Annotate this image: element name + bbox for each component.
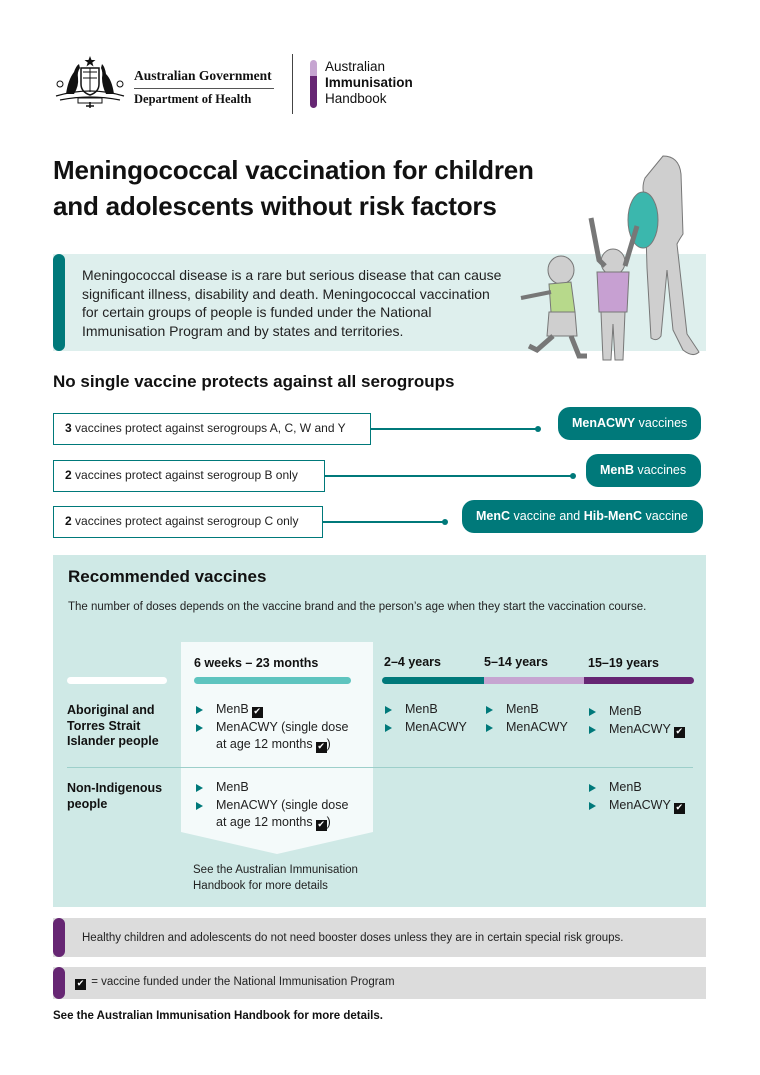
recommended-vaccines-panel xyxy=(53,555,706,907)
bullet-triangle-icon xyxy=(486,724,493,732)
age-bar-5-14y xyxy=(484,677,586,684)
aboriginal-5-14y-vaccines xyxy=(484,701,568,736)
coat-of-arms-icon xyxy=(52,54,128,110)
bullet-triangle-icon xyxy=(589,784,596,792)
age-label-15-19y: 15–19 years xyxy=(588,656,659,670)
list-item xyxy=(587,721,685,739)
connector-line xyxy=(325,475,572,477)
recommended-title: Recommended vaccines xyxy=(68,567,267,586)
list-item xyxy=(194,797,348,832)
header-divider xyxy=(292,54,293,114)
pill-text: vaccine and xyxy=(510,509,584,523)
pill-bold2: Hib-MenC xyxy=(583,509,643,523)
title-line2: and adolescents without risk factors xyxy=(53,191,497,221)
vaccine-count: 2 xyxy=(65,514,72,528)
serogroups-heading: No single vaccine protects against all serogroups xyxy=(53,372,455,391)
serogroup-desc: vaccines protect against serogroups A, C, W and Y xyxy=(71,421,346,435)
pill-text: vaccines xyxy=(634,463,687,477)
group-label-bar xyxy=(67,677,167,684)
list-item xyxy=(587,779,685,797)
bullet-triangle-icon xyxy=(589,708,596,716)
bullet-triangle-icon xyxy=(385,724,392,732)
see-more-line: Handbook for more details xyxy=(193,879,328,892)
bullet-triangle-icon xyxy=(486,706,493,714)
paren: ) xyxy=(326,815,331,829)
bullet-triangle-icon xyxy=(196,784,203,792)
list-item xyxy=(194,779,348,797)
vaccine-name: MenACWY xyxy=(609,721,671,736)
legend-note xyxy=(53,967,706,999)
list-item xyxy=(587,797,685,815)
bullet-triangle-icon xyxy=(196,706,203,714)
vaccine-name: MenACWY xyxy=(609,797,671,812)
vaccine-pill-menc xyxy=(462,500,703,533)
department-name: Department of Health xyxy=(134,92,252,106)
age-label-2-4y: 2–4 years xyxy=(384,655,442,669)
serogroup-box xyxy=(53,506,323,538)
list-item xyxy=(383,719,467,737)
serogroup-box xyxy=(53,413,371,445)
serogroup-box xyxy=(53,460,325,492)
intro-accent-bar xyxy=(53,254,65,351)
pill-bold: MenB xyxy=(600,463,635,477)
vaccine-name: MenB xyxy=(405,702,438,716)
gov-text xyxy=(134,68,274,107)
bullet-triangle-icon xyxy=(196,802,203,810)
list-item xyxy=(587,703,685,721)
list-item xyxy=(484,719,568,737)
funded-check-icon: ✔ xyxy=(317,742,325,752)
vaccine-count: 2 xyxy=(65,468,72,482)
list-item xyxy=(194,701,348,719)
connector-dot xyxy=(442,519,448,525)
note-accent-bar xyxy=(53,918,65,957)
vaccine-pill-menacwy xyxy=(558,407,701,440)
handbook-line1: Australian xyxy=(325,59,386,74)
booster-note-text: Healthy children and adolescents do not need booster doses unless they are in certain special risk groups. xyxy=(82,932,624,944)
label-line: Aboriginal and xyxy=(67,703,155,717)
serogroup-desc: vaccines protect against serogroup C only xyxy=(71,514,299,528)
connector-dot xyxy=(570,473,576,479)
vaccine-name: MenACWY xyxy=(405,719,467,734)
bullet-triangle-icon xyxy=(385,706,392,714)
connector-line xyxy=(323,521,445,523)
gov-name: Australian Government xyxy=(134,68,274,89)
note-accent-bar xyxy=(53,967,65,999)
vaccine-pill-menb xyxy=(586,454,701,487)
footer-note: See the Australian Immunisation Handbook for more details. xyxy=(53,1010,383,1022)
vaccine-name: MenB xyxy=(506,702,539,716)
label-line: people xyxy=(67,796,108,811)
serogroup-row-c xyxy=(53,506,703,538)
handbook-logo-text xyxy=(325,59,413,107)
label-line: Torres Strait xyxy=(67,718,141,733)
connector-dot xyxy=(535,426,541,432)
serogroup-row-b xyxy=(53,460,703,492)
funded-check-icon: ✔ xyxy=(76,979,85,989)
family-illustration-icon xyxy=(513,152,708,364)
connector-line xyxy=(371,428,536,430)
age-bar-2-4y xyxy=(382,677,486,684)
infant-column-arrow xyxy=(181,832,373,854)
non-indigenous-15-19y-vaccines xyxy=(587,779,685,814)
legend-note-text xyxy=(75,976,395,990)
age-label-6w-23m: 6 weeks – 23 months xyxy=(194,656,319,670)
page-title xyxy=(53,152,534,224)
vaccine-name: MenB xyxy=(216,780,249,794)
list-item xyxy=(383,701,467,719)
funded-check-icon: ✔ xyxy=(675,726,684,737)
aboriginal-2-4y-vaccines xyxy=(383,701,467,736)
bullet-triangle-icon xyxy=(589,802,596,810)
vaccine-name: MenB xyxy=(216,702,249,716)
funded-check-icon: ✔ xyxy=(317,820,325,830)
age-bar-15-19y xyxy=(584,677,694,684)
see-more-line: See the Australian Immunisation xyxy=(193,864,358,876)
bullet-triangle-icon xyxy=(196,724,203,732)
pill-bold: MenC xyxy=(476,509,511,523)
handbook-line3: Handbook xyxy=(325,91,387,106)
pill-bold: MenACWY xyxy=(572,416,636,430)
group-label-non-indigenous xyxy=(67,781,162,812)
aboriginal-infant-vaccines xyxy=(194,701,348,754)
funded-check-icon: ✔ xyxy=(253,707,261,717)
intro-text: Meningococcal disease is a rare but serious disease that can cause significant illness, disability and death. Meningococcal vaccination for certain groups of people is funded under the National Immunisation Program and by states and territories. xyxy=(82,267,502,339)
pill-text2: vaccine xyxy=(642,509,688,523)
bullet-triangle-icon xyxy=(589,726,596,734)
list-item xyxy=(484,701,568,719)
group-label-aboriginal xyxy=(67,703,159,750)
vaccine-name: MenACWY (single dose xyxy=(216,797,349,812)
funded-check-icon: ✔ xyxy=(675,802,684,813)
label-line: Islander people xyxy=(67,734,159,748)
age-label-5-14y: 5–14 years xyxy=(484,655,548,669)
non-indigenous-infant-vaccines xyxy=(194,779,348,832)
vaccine-name: MenB xyxy=(609,780,642,794)
vaccine-name: MenB xyxy=(609,704,642,718)
vaccine-name: MenACWY (single dose xyxy=(216,719,349,734)
serogroup-desc: vaccines protect against serogroup B only xyxy=(71,468,298,482)
recommended-subtitle: The number of doses depends on the vaccine brand and the person’s age when they start the vaccination course. xyxy=(68,601,647,613)
age-bar-6w-23m xyxy=(194,677,351,684)
serogroup-row-acwy xyxy=(53,413,703,445)
label-line: Non-Indigenous xyxy=(67,781,163,795)
header xyxy=(52,50,452,116)
row-divider xyxy=(67,767,693,768)
booster-note xyxy=(53,918,706,957)
list-item xyxy=(194,719,348,754)
aboriginal-15-19y-vaccines xyxy=(587,703,685,738)
handbook-line2: Immunisation xyxy=(325,75,413,90)
vaccine-count: 3 xyxy=(65,421,72,435)
legend-text: = vaccine funded under the National Immunisation Program xyxy=(88,976,395,988)
title-line1: Meningococcal vaccination for children xyxy=(53,155,534,185)
vaccine-note: at age 12 months xyxy=(216,815,313,829)
vaccine-name: MenACWY xyxy=(506,719,568,734)
paren: ) xyxy=(326,737,331,751)
see-handbook-note xyxy=(193,863,393,894)
vaccine-note: at age 12 months xyxy=(216,737,313,751)
handbook-logo-icon xyxy=(310,60,317,108)
pill-text: vaccines xyxy=(635,416,688,430)
